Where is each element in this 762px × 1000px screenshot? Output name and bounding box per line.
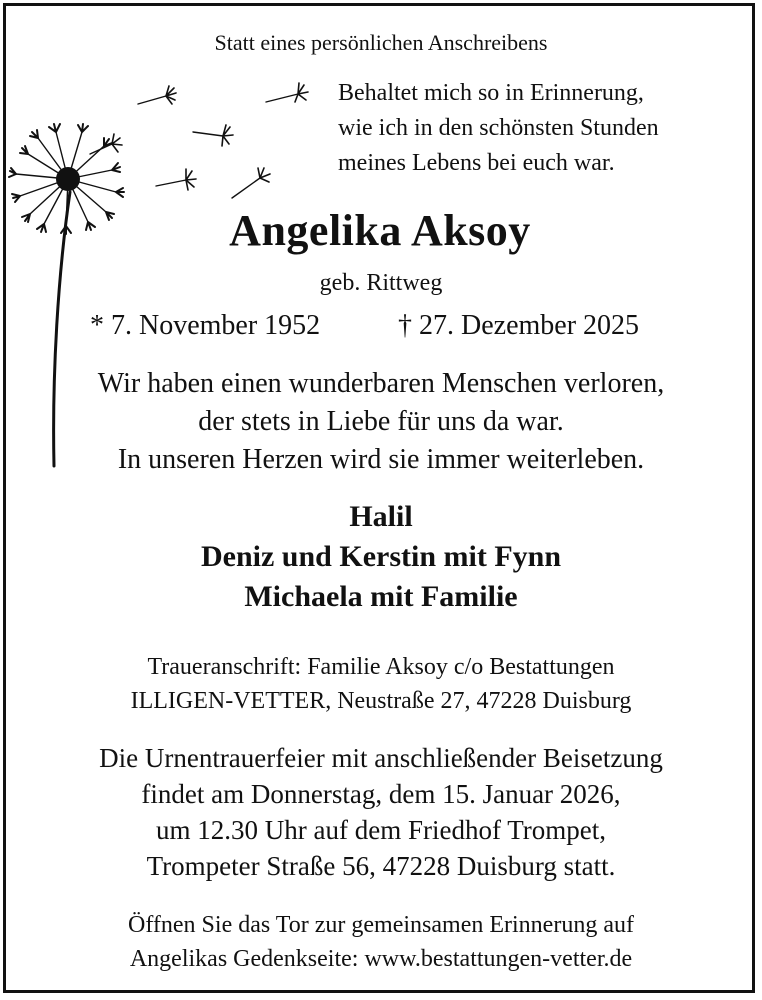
memorial-line: Angelikas Gedenkseite: www.bestattungen-vetter.de — [129, 946, 633, 972]
memorial-page-note — [0, 908, 762, 976]
memorial-line: Öffnen Sie das Tor zur gemeinsamen Erinnerung auf — [128, 912, 634, 938]
quote-line: meines Lebens bei euch war. — [338, 150, 615, 176]
ceremony-details — [0, 740, 762, 884]
memory-line: In unseren Herzen wird sie immer weiterleben. — [117, 444, 645, 475]
memory-text — [0, 365, 762, 479]
deceased-name: Angelika Aksoy — [229, 206, 531, 255]
quote-line: wie ich in den schönsten Stunden — [338, 115, 659, 141]
birth-date: * 7. November 1952 — [90, 310, 321, 341]
intro-line: Statt eines persönlichen Anschreibens — [214, 30, 548, 55]
death-date: † 27. Dezember 2025 — [398, 310, 640, 341]
address-line: Traueranschrift: Familie Aksoy c/o Bestattungen — [147, 654, 615, 680]
mourner-name: Deniz und Kerstin mit Fynn — [200, 540, 562, 573]
mourner-name: Halil — [349, 500, 413, 533]
mourning-address — [0, 650, 762, 718]
ceremony-line: Trompeter Straße 56, 47228 Duisburg statt. — [146, 851, 616, 881]
quote — [338, 76, 748, 181]
ceremony-line: um 12.30 Uhr auf dem Friedhof Trompet, — [156, 815, 606, 845]
ceremony-line: Die Urnentrauerfeier mit anschließender Beisetzung — [99, 743, 663, 773]
address-line: ILLIGEN-VETTER, Neustraße 27, 47228 Duisburg — [130, 688, 632, 714]
ceremony-line: findet am Donnerstag, dem 15. Januar 2026, — [141, 779, 621, 809]
birth-name: geb. Rittweg — [319, 270, 443, 296]
memory-line: der stets in Liebe für uns da war. — [198, 406, 564, 437]
quote-line: Behaltet mich so in Erinnerung, — [338, 80, 644, 106]
mourner-name: Michaela mit Familie — [244, 580, 518, 613]
memory-line: Wir haben einen wunderbaren Menschen verloren, — [97, 368, 665, 399]
